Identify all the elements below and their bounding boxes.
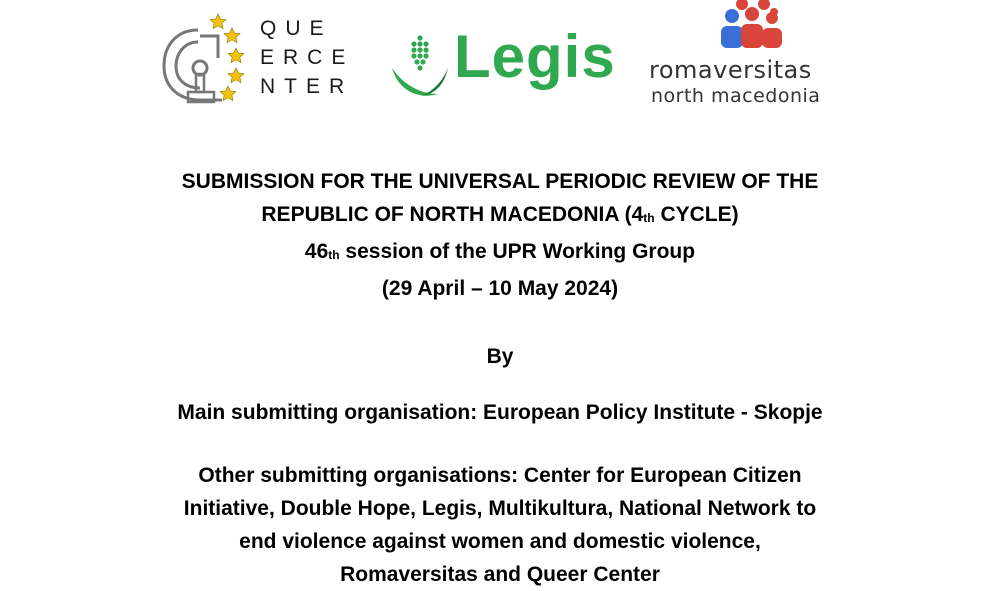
- logo-bar: [0, 0, 1000, 130]
- title-line-2-suffix: th: [643, 211, 655, 225]
- other-orgs-line-4: Romaversitas and Queer Center: [340, 563, 660, 586]
- title-line-4: (29 April – 10 May 2024): [381, 277, 619, 300]
- microscope-stars-icon: [160, 8, 260, 118]
- submission-title: [0, 165, 1000, 305]
- romaversitas-subtitle: north macedonia: [651, 85, 821, 107]
- legis-logo: [388, 22, 618, 112]
- title-line-3-end: session of the UPR Working Group: [339, 240, 696, 263]
- main-submitting-organisation: Main submitting organisation: European Policy Institute - Skopje: [177, 401, 823, 424]
- queer-center-logo: [160, 8, 360, 118]
- by-label: By: [486, 345, 514, 368]
- title-line-3-number: 46: [304, 240, 329, 263]
- other-orgs-line-2: Initiative, Double Hope, Legis, Multikultura, National Network to: [183, 497, 817, 520]
- queer-line-2: ERCE: [260, 46, 355, 69]
- queer-line-3: NTER: [260, 75, 354, 98]
- romaversitas-name: romaversitas: [649, 56, 812, 84]
- people-group-icon: [712, 0, 792, 52]
- document-body: [0, 165, 1000, 591]
- title-line-1: SUBMISSION FOR THE UNIVERSAL PERIODIC REVIEW OF THE: [181, 170, 819, 193]
- title-line-3-suffix: th: [328, 248, 340, 262]
- other-submitting-organisations: [0, 459, 1000, 591]
- title-line-2-main: REPUBLIC OF NORTH MACEDONIA (4: [261, 203, 644, 226]
- title-line-2: [0, 198, 1000, 235]
- leaf-dots-icon: [388, 28, 452, 108]
- other-orgs-line-3: end violence against women and domestic violence,: [239, 530, 761, 553]
- romaversitas-logo: [648, 0, 868, 115]
- title-line-2-end: CYCLE): [654, 203, 739, 226]
- title-line-3: [0, 235, 1000, 272]
- other-orgs-line-1: Other submitting organisations: Center for European Citizen: [198, 464, 802, 487]
- legis-wordmark: Legis: [454, 23, 616, 90]
- queer-center-wordmark: [260, 14, 354, 101]
- queer-line-1: QUE: [260, 17, 333, 40]
